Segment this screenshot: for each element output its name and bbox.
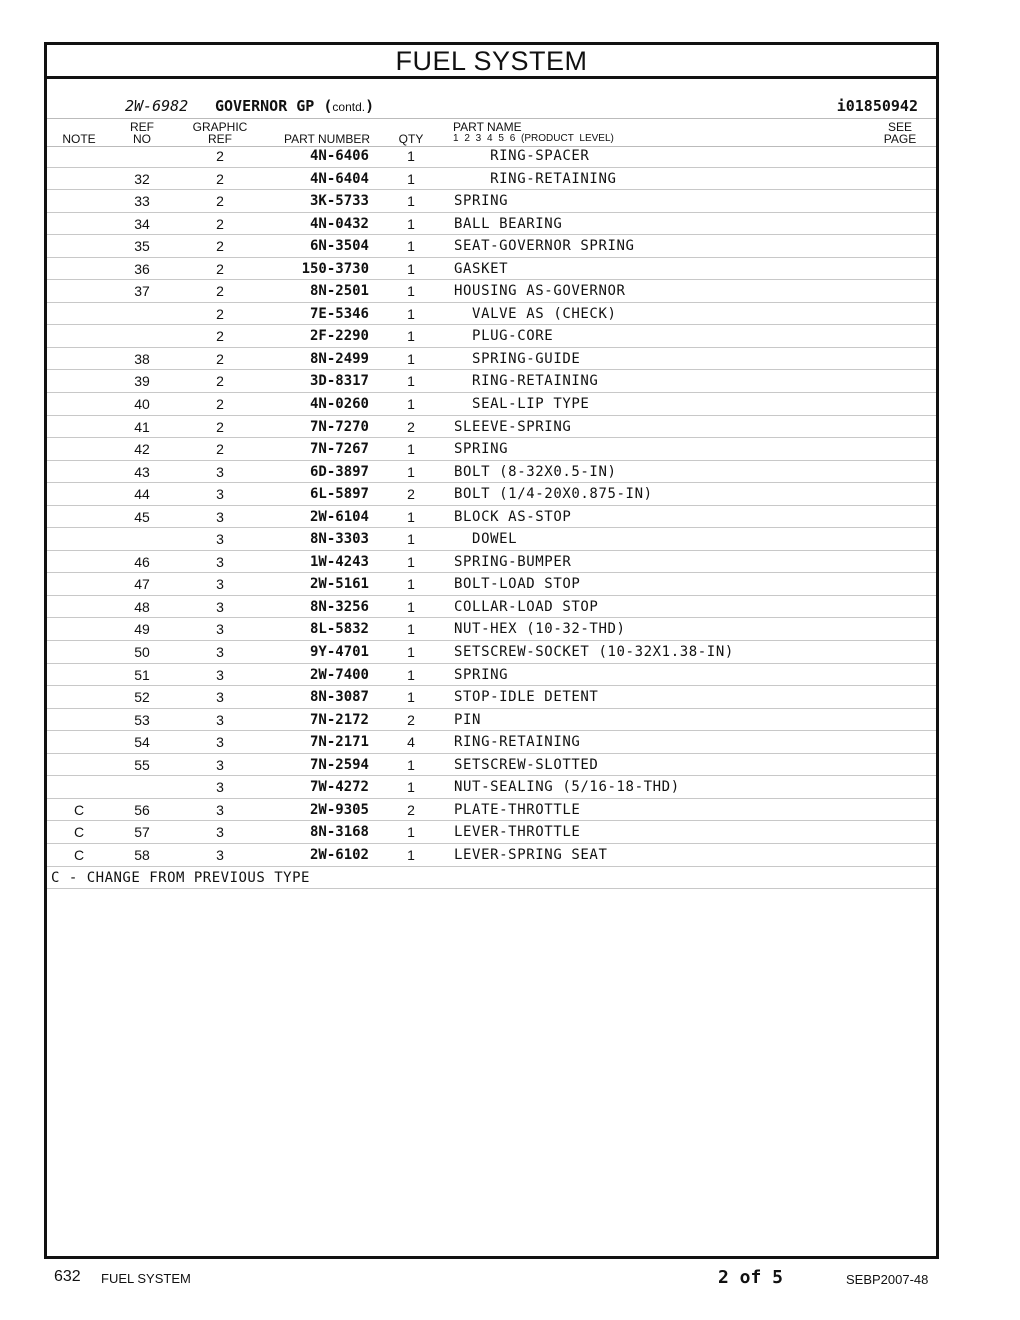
row-qty: 1 [407,463,415,480]
row-qty: 1 [407,621,415,638]
row-part-number: 6L-5897 [309,486,369,503]
row-ref-no: 41 [134,418,150,435]
table-row [47,461,936,484]
row-qty: 1 [407,531,415,548]
row-part-name: RING-RETAINING [454,170,617,187]
row-part-name: LEVER-THROTTLE [454,824,581,841]
row-graphic-ref: 3 [216,644,224,661]
row-qty: 1 [407,215,415,232]
row-graphic-ref: 3 [216,666,224,683]
row-ref-no: 32 [134,170,150,187]
row-part-number: 7N-2172 [309,711,369,728]
row-graphic-ref: 2 [216,260,224,277]
row-graphic-ref: 3 [216,508,224,525]
table-row [47,258,936,281]
row-ref-no: 40 [134,396,150,413]
parts-page-frame [44,42,939,1259]
row-ref-no: 39 [134,373,150,390]
row-part-number: 9Y-4701 [309,644,369,661]
row-qty: 1 [407,396,415,413]
col-graphic-bottom: REF [208,132,232,146]
group-contd: contd. [332,100,366,114]
page-footer [0,1266,1020,1290]
table-row [47,551,936,574]
column-headers [47,118,936,147]
row-ref-no: 43 [134,463,150,480]
table-row [47,483,936,506]
table-row [47,506,936,529]
row-part-name: RING-SPACER [454,148,590,164]
col-part-name: PART NAME [453,120,522,134]
row-part-number: 7N-7270 [309,418,369,435]
col-graphic-top: GRAPHIC [192,120,248,134]
row-ref-no: 33 [134,193,150,210]
row-qty: 2 [407,801,415,818]
row-graphic-ref: 2 [216,373,224,390]
row-ref-no: 34 [134,215,150,232]
group-name-text: GOVERNOR GP ( [215,97,333,115]
table-row [47,213,936,236]
row-graphic-ref: 2 [216,328,224,345]
row-part-number: 3D-8317 [309,373,369,390]
row-part-name: COLLAR-LOAD STOP [454,598,599,615]
row-part-name: BLOCK AS-STOP [454,508,572,525]
row-part-name: BOLT (1/4-20X0.875-IN) [454,486,653,503]
row-part-name: STOP-IDLE DETENT [454,689,599,706]
row-part-number: 7W-4272 [309,779,369,796]
row-part-number: 7E-5346 [309,305,369,322]
row-ref-no: 53 [134,711,150,728]
row-part-name: NUT-HEX (10-32-THD) [454,621,626,638]
row-part-name: PIN [454,711,482,728]
row-qty: 1 [407,666,415,683]
row-qty: 2 [407,486,415,503]
row-part-name: VALVE AS (CHECK) [454,305,617,322]
row-part-number: 2W-6104 [309,508,369,525]
table-row [47,528,936,551]
row-part-number: 7N-2171 [309,734,369,751]
table-row [47,145,936,168]
col-qty: QTY [398,132,424,146]
row-part-number: 7N-7267 [309,441,369,458]
row-graphic-ref: 3 [216,756,224,773]
table-row [47,754,936,777]
row-part-name: RING-RETAINING [454,734,581,751]
row-qty: 1 [407,824,415,841]
group-name [215,97,374,115]
table-row [47,641,936,664]
table-row [47,776,936,799]
row-part-number: 8N-3087 [309,689,369,706]
row-qty: 1 [407,553,415,570]
row-graphic-ref: 3 [216,846,224,863]
row-part-number: 8N-3256 [309,598,369,615]
row-qty: 1 [407,576,415,593]
row-qty: 1 [407,689,415,706]
row-graphic-ref: 2 [216,193,224,210]
row-ref-no: 51 [134,666,150,683]
row-part-number: 2W-5161 [309,576,369,593]
table-row [47,731,936,754]
row-graphic-ref: 3 [216,486,224,503]
row-part-name: SPRING [454,666,509,683]
row-part-number: 2W-7400 [309,666,369,683]
row-graphic-ref: 3 [216,824,224,841]
row-part-name: SEAT-GOVERNOR SPRING [454,238,635,255]
col-ref-bottom: NO [133,132,151,146]
row-part-number: 8L-5832 [309,621,369,638]
row-part-number: 2W-9305 [309,801,369,818]
group-header [47,97,936,117]
row-graphic-ref: 2 [216,148,224,164]
page-title: FUEL SYSTEM [47,45,936,79]
row-part-number: 150-3730 [301,260,369,277]
row-qty: 1 [407,148,415,164]
row-ref-no: 56 [134,801,150,818]
col-product-level: 1 2 3 4 5 6 (PRODUCT LEVEL) [453,133,614,144]
row-ref-no: 37 [134,283,150,300]
document-number: SEBP2007-48 [846,1272,929,1287]
footnote-text: C - CHANGE FROM PREVIOUS TYPE [51,869,310,886]
row-note: C [73,824,85,841]
row-graphic-ref: 2 [216,283,224,300]
row-graphic-ref: 3 [216,779,224,796]
footer-section: FUEL SYSTEM [101,1271,191,1286]
row-ref-no: 36 [134,260,150,277]
row-ref-no: 47 [134,576,150,593]
table-row [47,280,936,303]
row-part-name: NUT-SEALING (5/16-18-THD) [454,779,680,796]
row-graphic-ref: 2 [216,215,224,232]
row-ref-no: 54 [134,734,150,751]
row-part-name: SETSCREW-SOCKET (10-32X1.38-IN) [454,644,734,661]
row-ref-no: 44 [134,486,150,503]
table-row [47,303,936,326]
row-part-name: SPRING [454,193,509,210]
group-name-close: ) [365,97,375,115]
row-graphic-ref: 3 [216,734,224,751]
row-qty: 2 [407,418,415,435]
row-qty: 1 [407,260,415,277]
table-row [47,709,936,732]
row-part-number: 8N-3303 [309,531,369,548]
table-row [47,618,936,641]
row-ref-no: 42 [134,441,150,458]
row-qty: 1 [407,373,415,390]
row-qty: 2 [407,711,415,728]
row-qty: 1 [407,305,415,322]
row-part-number: 6D-3897 [309,463,369,480]
table-row [47,370,936,393]
table-row [47,416,936,439]
row-graphic-ref: 3 [216,531,224,548]
row-graphic-ref: 2 [216,418,224,435]
table-row [47,596,936,619]
table-row [47,325,936,348]
table-row [47,664,936,687]
row-part-name: BOLT-LOAD STOP [454,576,581,593]
row-qty: 1 [407,644,415,661]
row-part-name: DOWEL [454,531,518,548]
col-note: NOTE [62,132,96,146]
row-graphic-ref: 3 [216,689,224,706]
row-ref-no: 58 [134,846,150,863]
table-row [47,799,936,822]
col-see-top: SEE [887,120,912,134]
table-row [47,348,936,371]
row-note: C [73,846,85,863]
row-part-number: 8N-2501 [309,283,369,300]
row-part-number: 2F-2290 [309,328,369,345]
row-qty: 1 [407,350,415,367]
row-qty: 4 [407,734,415,751]
row-part-number: 3K-5733 [309,193,369,210]
row-part-number: 4N-6404 [309,170,369,187]
row-graphic-ref: 2 [216,170,224,187]
row-qty: 1 [407,193,415,210]
row-qty: 1 [407,441,415,458]
page-number: 632 [54,1268,81,1285]
row-part-name: BALL BEARING [454,215,563,232]
row-graphic-ref: 3 [216,576,224,593]
row-part-number: 4N-0432 [309,215,369,232]
row-ref-no: 45 [134,508,150,525]
row-graphic-ref: 2 [216,441,224,458]
row-graphic-ref: 3 [216,553,224,570]
row-part-name: PLATE-THROTTLE [454,801,581,818]
row-part-number: 4N-0260 [309,396,369,413]
row-ref-no: 35 [134,238,150,255]
table-row [47,573,936,596]
row-part-name: PLUG-CORE [454,328,554,345]
row-graphic-ref: 2 [216,396,224,413]
col-part-number: PART NUMBER [283,132,370,146]
row-part-number: 8N-3168 [309,824,369,841]
table-row [47,168,936,191]
table-row [47,393,936,416]
row-ref-no: 38 [134,350,150,367]
row-part-number: 2W-6102 [309,846,369,863]
row-part-number: 7N-2594 [309,756,369,773]
table-row [47,190,936,213]
row-part-name: SEAL-LIP TYPE [454,396,590,413]
row-ref-no: 55 [134,756,150,773]
row-part-name: HOUSING AS-GOVERNOR [454,283,626,300]
row-part-name: LEVER-SPRING SEAT [454,846,608,863]
parts-table [47,145,936,889]
row-graphic-ref: 2 [216,305,224,322]
row-part-name: SETSCREW-SLOTTED [454,756,599,773]
page-of-count: 2 of 5 [718,1267,784,1288]
row-qty: 1 [407,508,415,525]
row-part-name: GASKET [454,260,509,277]
illustration-id: i01850942 [836,97,918,115]
col-ref-top: REF [130,120,154,134]
row-part-number: 6N-3504 [309,238,369,255]
row-part-name: SPRING-BUMPER [454,553,572,570]
row-qty: 1 [407,170,415,187]
row-graphic-ref: 3 [216,711,224,728]
row-ref-no: 57 [134,824,150,841]
row-graphic-ref: 2 [216,238,224,255]
row-graphic-ref: 3 [216,598,224,615]
row-part-name: SPRING [454,441,509,458]
row-qty: 1 [407,238,415,255]
row-part-name: BOLT (8-32X0.5-IN) [454,463,617,480]
row-part-name: SPRING-GUIDE [454,350,581,367]
row-note: C [73,801,85,818]
row-part-number: 1W-4243 [309,553,369,570]
table-row [47,438,936,461]
row-qty: 1 [407,328,415,345]
group-number: 2W-6982 [125,97,189,115]
row-part-name: SLEEVE-SPRING [454,418,572,435]
row-ref-no: 49 [134,621,150,638]
row-graphic-ref: 3 [216,463,224,480]
row-part-name: RING-RETAINING [454,373,599,390]
row-qty: 1 [407,756,415,773]
row-part-number: 8N-2499 [309,350,369,367]
row-graphic-ref: 2 [216,350,224,367]
row-qty: 1 [407,846,415,863]
row-ref-no: 48 [134,598,150,615]
table-row [47,235,936,258]
row-ref-no: 50 [134,644,150,661]
row-ref-no: 46 [134,553,150,570]
row-qty: 1 [407,779,415,796]
footnote [47,867,936,890]
col-see-bottom: PAGE [883,132,917,146]
row-graphic-ref: 3 [216,621,224,638]
row-qty: 1 [407,598,415,615]
table-row [47,844,936,867]
table-row [47,686,936,709]
row-qty: 1 [407,283,415,300]
row-graphic-ref: 3 [216,801,224,818]
table-row [47,821,936,844]
row-part-number: 4N-6406 [309,148,369,164]
row-ref-no: 52 [134,689,150,706]
